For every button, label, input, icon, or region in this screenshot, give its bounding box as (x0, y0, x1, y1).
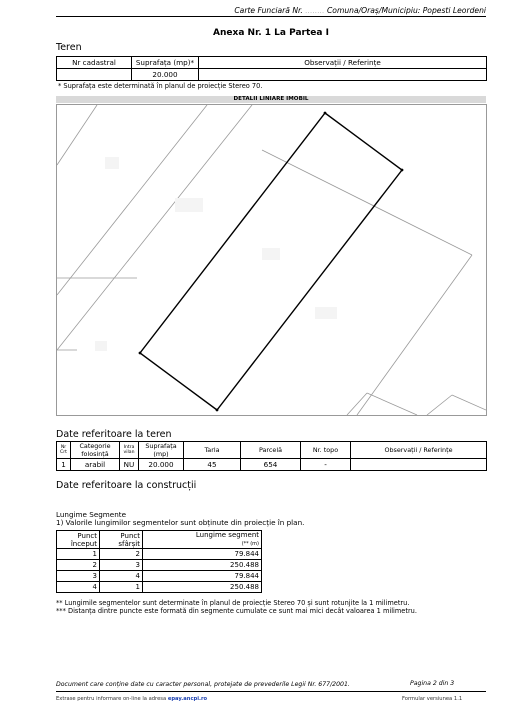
header-redacted: ........ (305, 6, 325, 15)
cell-tarla: 45 (184, 459, 241, 471)
parcel-outline (140, 113, 402, 410)
cell-observatii (199, 69, 487, 81)
col-suprafata: Suprafața (mp)* (132, 57, 199, 69)
footer-version: Formular versiunea 1.1 (402, 696, 463, 702)
col-nr-crt: Nr Crt (57, 442, 71, 459)
footer-source-link[interactable]: epay.ancpi.ro (167, 696, 208, 702)
col-punct-inceput: Punct început (57, 531, 100, 549)
col-tarla: Tarla (184, 442, 241, 459)
cell-categorie: arabil (71, 459, 120, 471)
cell-suprafata: 20.000 (139, 459, 184, 471)
segmente-subtitle: 1) Valorile lungimilor segmentelor sunt obținute din proiecție în plan. (56, 518, 305, 527)
footer-source-prefix: Extrase pentru informare on-line la adresa (56, 696, 168, 702)
teren-heading: Teren (56, 42, 82, 53)
table-row (57, 560, 262, 571)
cell-start: 4 (57, 582, 100, 593)
table-row (57, 582, 262, 593)
cell-intravilan: NU (120, 459, 139, 471)
date-constructii-heading: Date referitoare la construcții (56, 480, 197, 491)
cell-end: 4 (100, 571, 143, 582)
plan-bar: DETALII LINIARE IMOBIL (56, 96, 486, 103)
segmente-table (56, 530, 262, 593)
col-lungime-label: Lungime segment (195, 531, 259, 539)
table-header-row (57, 57, 487, 69)
cell-end: 2 (100, 549, 143, 560)
cell-start: 1 (57, 549, 100, 560)
date-teren-heading: Date referitoare la teren (56, 429, 172, 440)
cell-nr-cadastral (57, 69, 132, 81)
parcel-vertices (139, 112, 404, 412)
cell-observatii (351, 459, 487, 471)
teren-section (56, 42, 82, 53)
date-teren-table (56, 441, 487, 471)
header-location: Comuna/Oraș/Municipiu: Popesti Leordeni (324, 6, 486, 15)
plan-frame (56, 104, 487, 416)
document-header (56, 6, 486, 17)
cell-end: 1 (100, 582, 143, 593)
col-suprafata: Suprafața (mp) (139, 442, 184, 459)
col-lungime-unit: (** (m) (241, 541, 259, 547)
col-observatii: Observații / Referințe (351, 442, 487, 459)
segmente-note-2: *** Distanța dintre puncte este formată din segmente cumulate ce sunt mai mici decât valoarea 1 milimetru. (56, 607, 417, 615)
teren-table (56, 56, 487, 81)
cell-end: 3 (100, 560, 143, 571)
col-categorie: Categorie folosință (71, 442, 120, 459)
col-parcela: Parcelă (241, 442, 301, 459)
cell-nr-crt: 1 (57, 459, 71, 471)
cell-length: 250.488 (143, 582, 262, 593)
cell-suprafata: 20.000 (132, 69, 199, 81)
footer-page: Pagina 2 din 3 (410, 680, 455, 687)
cell-nr-topo: - (301, 459, 351, 471)
annex-title: Anexa Nr. 1 La Partea I (213, 28, 329, 38)
col-intravilan: Intra vilan (120, 442, 139, 459)
footer-rule (56, 691, 486, 692)
table-header-row (57, 531, 262, 549)
teren-note: * Suprafața este determinată în planul de proiecție Stereo 70. (58, 82, 263, 90)
col-nr-cadastral: Nr cadastral (57, 57, 132, 69)
cell-start: 2 (57, 560, 100, 571)
col-observatii: Observații / Referințe (199, 57, 487, 69)
table-row (57, 549, 262, 560)
table-header-row (57, 442, 487, 459)
footer-source (56, 696, 207, 702)
parcel-plan (57, 105, 486, 415)
cell-length: 250.488 (143, 560, 262, 571)
table-row (57, 69, 487, 81)
col-nr-topo: Nr. topo (301, 442, 351, 459)
table-row (57, 459, 487, 471)
cell-start: 3 (57, 571, 100, 582)
table-row (57, 571, 262, 582)
cell-length: 79.844 (143, 571, 262, 582)
header-title: Carte Funciară Nr. (234, 6, 306, 15)
segmente-note-1: ** Lungimile segmentelor sunt determinate în planul de proiecție Stereo 70 și sunt rotunjite la 1 milimetru. (56, 599, 410, 607)
col-lungime (143, 531, 262, 549)
cell-parcela: 654 (241, 459, 301, 471)
segmente-title: Lungime Segmente (56, 510, 127, 519)
footer-disclaimer: Document care conține date cu caracter personal, protejate de prevederile Legii Nr. 677/2001. (56, 681, 350, 688)
col-punct-sfarsit: Punct sfârșit (100, 531, 143, 549)
cell-length: 79.844 (143, 549, 262, 560)
